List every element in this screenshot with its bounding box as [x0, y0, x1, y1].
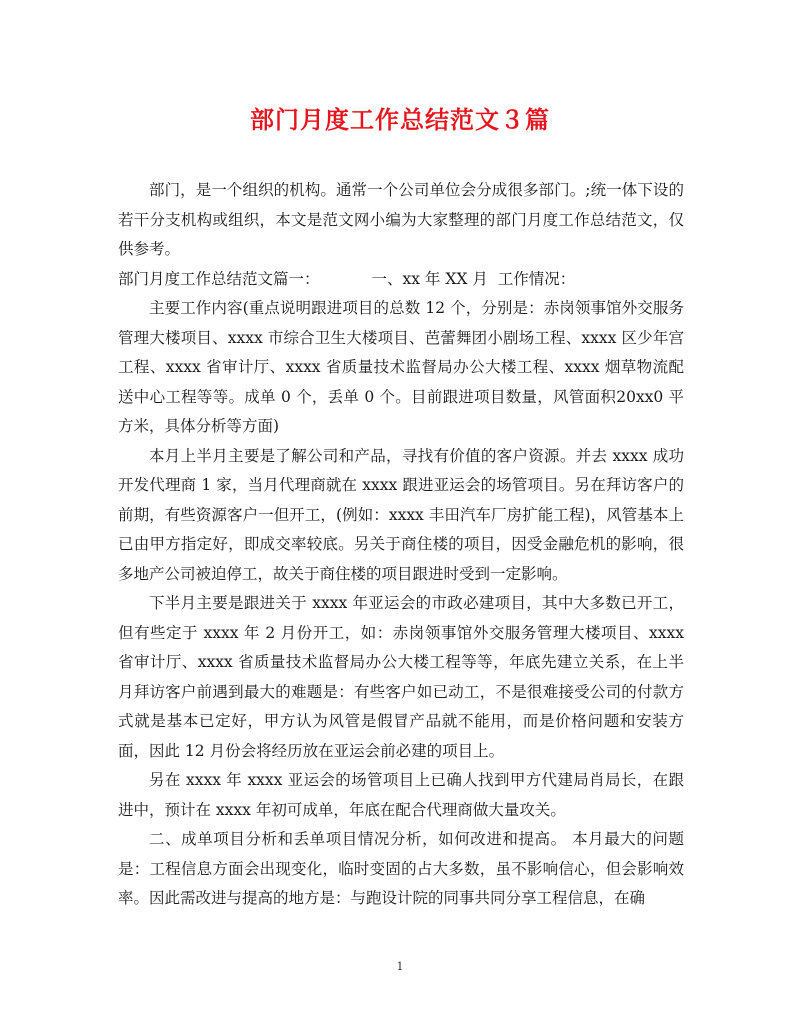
analysis-paragraph: 二、成单项目分析和丢单项目情况分析，如何改进和提高。 本月最大的问题是：工程信息方面会出现变化，临时变固的占大多数，虽不影响信心，但会影响效率。因此需改进与提高的地方是：与跑设计院的同事共同分享工程信息，在确 [118, 830, 684, 907]
second-half-month-paragraph: 下半月主要是跟进关于 xxxx 年亚运会的市政必建项目，其中大多数已开工，但有些定于 xxxx 年 2 月份开工，如：赤岗领事馆外交服务管理大楼项目、xxxx 省审计厅、xxxx 省质量技术监督局办公大楼工程等等，年底先建立关系，在上半月拜访客户前遇到最大的难题是：有些客户如已动工，不是很难接受公司的付款方式就是基本已定好，甲方认为风管是假冒产品就不能用，而是价格问题和安装方面，因此 12 月份会将经历放在亚运会前必建的项目上。 [118, 594, 684, 760]
section-heading-subtitle: 一、xx 年 XX 月 工作情况： [371, 269, 576, 288]
section-heading [118, 265, 684, 295]
document-title: 部门月度工作总结范文３篇 [250, 105, 550, 134]
page-number: 1 [396, 960, 404, 973]
work-content-paragraph: 主要工作内容(重点说明跟进项目的总数 12 个，分别是：赤岗领事馆外交服务管理大楼项目、xxxx 市综合卫生大楼项目、芭蕾舞团小剧场工程、xxxx 区少年宫工程、xxxx 省审计厅、xxxx 省质量技术监督局办公大楼工程、xxxx 烟草物流配送中心工程等等。成单 0 个，丢单 0 个。目前跟进项目数量，风管面积20xx0 平方米，具体分析等方面) [118, 299, 684, 435]
intro-paragraph: 部门，是一个组织的机构。通常一个公司单位会分成很多部门。;统一体下设的若干分支机构或组织，本文是范文网小编为大家整理的部门月度工作总结范文，仅供参考。 [118, 181, 684, 258]
document-body [118, 176, 684, 914]
asian-games-paragraph: 另在 xxxx 年 xxxx 亚运会的场管项目上已确人找到甲方代建局肖局长，在跟进中，预计在 xxxx 年初可成单，年底在配合代理商做大量攻关。 [118, 771, 684, 819]
first-half-month-paragraph: 本月上半月主要是了解公司和产品，寻找有价值的客户资源。并去 xxxx 成功开发代理商 1 家，当月代理商就在 xxxx 跟进亚运会的场管项目。另在拜访客户的前期，有些资源客户一但开工，(例如：xxxx 丰田汽车厂房扩能工程)，风管基本上已由甲方指定好，即成交率较底。另关于商住楼的项目，因受金融危机的影响，很多地产公司被迫停工，故关于商住楼的项目跟进时受到一定影响。 [118, 446, 684, 583]
section-heading-title: 部门月度工作总结范文篇一： [118, 269, 320, 288]
